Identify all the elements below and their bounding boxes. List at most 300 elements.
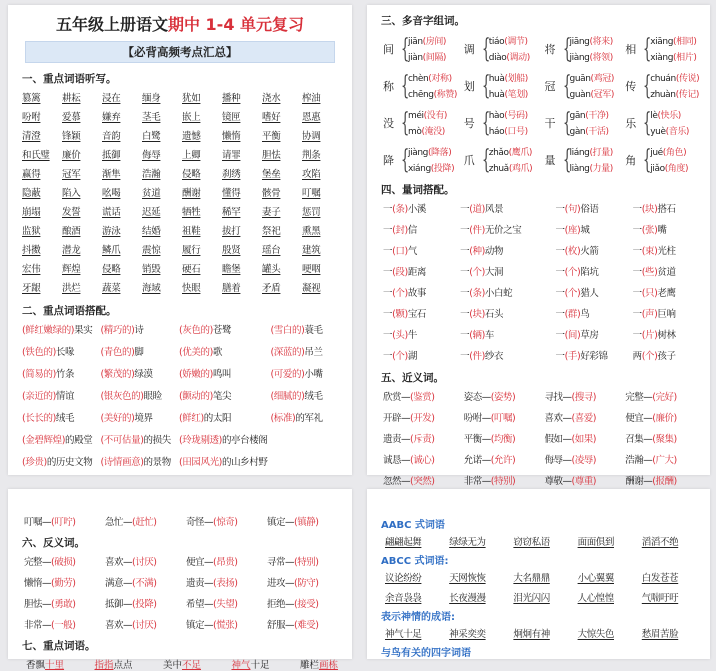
vocab-word: 瑶台 [262, 245, 281, 256]
key-word-item [300, 657, 338, 671]
polyphone-reading [650, 161, 688, 174]
polyphone-item [625, 143, 706, 176]
antonym-item-word: 胆怯— [24, 599, 52, 610]
polyphone-char: 爪 [463, 153, 475, 167]
quantifier-word: (些) [641, 267, 658, 278]
vocab-word: 膳着 [222, 283, 241, 294]
quantifier-noun: 距离 [407, 267, 427, 278]
antonym-item [186, 596, 267, 610]
synonym-item [464, 452, 545, 466]
pair-noun: 绒毛 [304, 391, 323, 402]
quantifier-noun: 树林 [657, 330, 676, 341]
polyphone-readings [489, 108, 528, 137]
idiom-word: 余音袅袅 [385, 593, 422, 604]
aabc-heading: AABC 式词语 [381, 520, 445, 531]
antonym-item [105, 554, 186, 568]
quantifier-noun: 车 [484, 330, 495, 341]
polyphone-item [625, 106, 706, 139]
polyphone-reading [570, 124, 609, 137]
quantifier-prefix: 一 [555, 246, 565, 257]
antonym-item [105, 596, 186, 610]
quantifier-prefix: 两 [632, 351, 642, 362]
pair-item [271, 322, 347, 336]
vocab-word: 犹如 [182, 93, 201, 104]
polyphone-item [464, 69, 545, 102]
synonym-item-word: 平衡— [463, 434, 491, 445]
vocab-word: 冠军 [62, 169, 81, 180]
pair-noun: 鸣叫 [212, 369, 232, 380]
vocab-word: 祖鞋 [182, 226, 201, 237]
key-word-red: 指指 [94, 660, 114, 671]
pinyin: gān [569, 111, 586, 121]
pair-modifier: (珍贵) [22, 457, 47, 468]
synonym-item [625, 452, 706, 466]
pair-item [271, 454, 347, 468]
polyphone-char: 量 [544, 153, 556, 167]
antonym-item-word: 喜欢— [105, 557, 133, 568]
idiom-word: 神气十足 [385, 629, 422, 640]
quantifier-noun: 无价之宝 [484, 225, 522, 236]
section-heading-synonym: 五、近义词。 [381, 372, 444, 384]
quantifier-item [633, 222, 706, 236]
pair-modifier: (雪白的) [270, 325, 305, 336]
antonym-item [24, 596, 105, 610]
key-word-part: 香飘 [26, 660, 46, 671]
pair-item [100, 454, 175, 468]
vocab-word: 侵略 [102, 264, 121, 275]
polyphone-char: 调 [463, 42, 475, 56]
quantifier-grid [383, 201, 706, 362]
antonym-item [24, 554, 105, 568]
pair-modifier: (银灰色的) [100, 391, 144, 402]
quantifier-prefix: 一 [460, 288, 470, 299]
vocab-word: 快眼 [182, 283, 201, 294]
pair-modifier: (鲜红) [178, 413, 204, 424]
synonym-item [545, 431, 626, 445]
polyphone-reading [489, 87, 528, 100]
synonym-item-word: 浩瀚— [625, 455, 653, 466]
quantifier-prefix: 一 [383, 204, 393, 215]
vocab-word: 嗜好 [262, 112, 281, 123]
polyphone-item [383, 32, 464, 65]
antonym-item [267, 596, 348, 610]
quantifier-prefix: 一 [555, 288, 565, 299]
example-word: (相片) [673, 53, 697, 63]
pair-noun: 的军礼 [295, 413, 323, 424]
polyphone-reading [489, 34, 530, 47]
pair-item [100, 322, 175, 336]
pinyin: jiàng [569, 53, 590, 63]
quantifier-item [556, 222, 633, 236]
synonym-item-word: 镇定— [267, 517, 295, 528]
quantifier-noun: 小白蛇 [484, 288, 513, 299]
quantifier-prefix: 一 [383, 267, 393, 278]
pair-item [179, 432, 268, 446]
vocab-word: 监狱 [22, 226, 41, 237]
pair-item [100, 410, 175, 424]
pair-noun: 竹条 [55, 369, 75, 380]
vocab-word: 吩咐 [22, 112, 41, 123]
example-word: (将来) [589, 37, 613, 47]
quantifier-prefix: 一 [632, 246, 642, 257]
expression-idiom-heading: 表示神情的成语: [381, 612, 455, 623]
polyphone-reading [650, 108, 689, 121]
polyphone-reading [489, 108, 528, 121]
polyphone-item [383, 106, 464, 139]
quantifier-item [383, 222, 460, 236]
vocab-word: 侮辱 [142, 150, 161, 161]
pair-modifier: (鲜红嫩绿的) [22, 325, 75, 336]
polyphone-reading [570, 34, 613, 47]
key-word-part: 十足 [250, 660, 270, 671]
vocab-word: 攻陷 [302, 169, 321, 180]
example-word: (角度) [664, 164, 689, 174]
antonym-item-word: 寻常— [267, 557, 295, 568]
vocab-word: 履行 [182, 245, 201, 256]
idiom-word: 窃窃私语 [513, 537, 550, 548]
quantifier-item [633, 243, 706, 257]
brace-glyph: { [643, 33, 652, 64]
polyphone-readings [570, 34, 613, 63]
pair-noun: 绿漠 [134, 369, 153, 380]
example-word: (没有) [423, 111, 448, 121]
quantifier-noun: 火箭 [580, 246, 599, 257]
pair-item [100, 344, 175, 358]
pinyin: háo [488, 127, 505, 137]
vocab-word: 拔打 [222, 226, 241, 237]
vocab-word: 赢得 [22, 169, 41, 180]
vocab-word: 胆怯 [262, 150, 281, 161]
synonym-item-answer: (诚心) [410, 455, 435, 466]
vocab-word: 崩塌 [22, 207, 41, 218]
key-word-part: 雕栏 [299, 660, 319, 671]
quantifier-noun: 气 [407, 246, 417, 257]
pairs-grid [22, 322, 346, 468]
polyphone-item [545, 106, 626, 139]
vocab-word: 缅身 [142, 93, 161, 104]
polyphone-char: 角 [625, 153, 637, 167]
key-word-part: 美中 [162, 660, 182, 671]
polyphone-char: 冠 [544, 79, 556, 93]
quantifier-prefix: 一 [632, 204, 642, 215]
quantifier-prefix: 一 [383, 225, 393, 236]
quantifier-word: (张) [641, 225, 658, 236]
polyphone-char: 间 [383, 42, 394, 56]
vocab-word: 耕耘 [62, 93, 81, 104]
quantifier-noun: 孩子 [657, 351, 676, 362]
quantifier-noun: 草房 [580, 330, 599, 341]
quantifier-noun: 嘴 [657, 225, 667, 236]
pair-item [179, 410, 268, 424]
polyphone-readings [408, 34, 446, 63]
pinyin: jiāng [569, 37, 590, 47]
synonym-item [186, 514, 267, 528]
quantifier-item [633, 264, 706, 278]
quantifier-noun: 好彩锦 [580, 351, 608, 362]
pair-noun: 的殿堂 [65, 435, 93, 446]
quantifier-word: (个) [641, 351, 658, 362]
synonym-item-word: 允诺— [463, 455, 491, 466]
synonym-item-answer: (赶忙) [132, 517, 157, 528]
vocab-word: 渐隼 [102, 169, 121, 180]
brace-glyph: { [481, 107, 491, 138]
synonym-item-answer: (凌辱) [571, 455, 596, 466]
synonym-item-word: 急忙— [105, 517, 133, 528]
pinyin: yuè [650, 127, 666, 137]
vocab-word: 篡篱 [22, 93, 41, 104]
antonym-item [186, 575, 267, 589]
pinyin: chuán [650, 74, 676, 84]
polyphone-reading [489, 71, 528, 84]
quantifier-prefix: 一 [555, 204, 565, 215]
synonym-item [464, 473, 545, 487]
synonym-item-word: 姿态— [463, 392, 491, 403]
pair-noun: 吊兰 [304, 347, 323, 358]
pinyin: gàn [569, 127, 586, 137]
example-word: (音乐) [665, 127, 690, 137]
pair-item [271, 432, 347, 446]
polyphone-reading [408, 34, 446, 47]
vocab-word: 茎毛 [142, 112, 161, 123]
vocab-word: 抖擞 [22, 245, 41, 256]
key-word-part: 点点 [113, 660, 133, 671]
quantifier-item [383, 201, 460, 215]
quantifier-prefix: 一 [460, 246, 470, 257]
pair-modifier: (标准) [270, 413, 296, 424]
quantifier-noun: 鸟 [580, 309, 590, 320]
antonym-item-answer: (投降) [132, 599, 157, 610]
quantifier-item [383, 264, 460, 278]
quantifier-item [633, 327, 706, 341]
quantifier-item [556, 201, 633, 215]
pinyin: méi [408, 111, 424, 121]
polyphone-readings [570, 71, 614, 100]
quantifier-item [633, 306, 706, 320]
idiom-word: 大名鼎鼎 [513, 573, 550, 584]
synonym-item [383, 431, 464, 445]
quantifier-word: (个) [564, 288, 581, 299]
key-word-item [231, 657, 269, 671]
polyphone-char: 将 [544, 42, 556, 56]
pinyin: lè [650, 111, 658, 121]
vocab-word: 清澄 [22, 131, 41, 142]
quantifier-noun: 俗语 [580, 204, 599, 215]
pair-noun: 脚 [134, 347, 144, 358]
quantifier-item [460, 243, 555, 257]
synonym-item [383, 473, 464, 487]
quantifier-prefix: 一 [383, 309, 393, 320]
pair-noun: 的历史文物 [46, 457, 93, 468]
pair-item [179, 322, 268, 336]
quantifier-prefix: 一 [460, 267, 470, 278]
section-heading-key-words: 七、重点词语。 [22, 640, 96, 652]
page-card-3 [8, 489, 352, 671]
polyphone-reading [408, 71, 457, 84]
synonym-item-word: 忽然— [383, 476, 411, 487]
quantifier-word: (只) [641, 288, 658, 299]
pair-item [100, 388, 175, 402]
polyphone-readings [489, 34, 530, 63]
antonym-item-word: 满意— [105, 578, 133, 589]
antonym-item-answer: (慌张) [213, 620, 238, 631]
quantifier-item [383, 348, 460, 362]
polyphone-reading [570, 145, 613, 158]
polyphone-reading [408, 50, 446, 63]
polyphone-item [383, 143, 464, 176]
page-card-2 [367, 5, 710, 487]
pair-modifier: (繁茂的) [100, 369, 135, 380]
example-word: (鸡冠) [590, 74, 614, 84]
quantifier-item [556, 285, 633, 299]
polyphone-readings [489, 71, 528, 100]
page-card-4 [367, 489, 710, 659]
antonym-item [186, 617, 267, 631]
vocab-word: 浩瀚 [142, 169, 161, 180]
quantifier-noun: 故事 [407, 288, 427, 299]
pair-item [100, 432, 175, 446]
brace-glyph: { [643, 144, 652, 175]
pinyin: hào [488, 111, 505, 121]
synonym-item-word: 吩咐— [463, 413, 491, 424]
example-word: (鸡爪) [508, 164, 533, 174]
section-heading-pairs: 二、重点词语搭配。 [22, 305, 117, 317]
vocab-word: 海域 [142, 283, 161, 294]
quantifier-item [383, 243, 460, 257]
vocab-word: 刹绣 [222, 169, 241, 180]
quantifier-item [460, 264, 555, 278]
polyphone-item [625, 32, 706, 65]
vocab-word: 陷入 [62, 188, 81, 199]
pinyin: mò [408, 127, 422, 137]
antonym-item [267, 554, 348, 568]
polyphone-char: 号 [463, 116, 475, 130]
synonym-item [625, 431, 706, 445]
antonym-item-word: 非常— [24, 620, 52, 631]
brace-glyph: { [401, 33, 410, 64]
synonym-item [267, 514, 348, 528]
quantifier-word: (个) [392, 351, 408, 362]
synonym-item [625, 473, 706, 487]
quantifier-word: (件) [469, 225, 485, 236]
quantifier-word: (道) [469, 204, 485, 215]
pinyin: huà [488, 90, 505, 100]
vocab-word: 酿酒 [62, 226, 81, 237]
polyphone-char: 划 [463, 79, 475, 93]
idiom-word: 翩翩起舞 [385, 537, 422, 548]
synonym-item [105, 514, 186, 528]
pinyin: zhuǎ [488, 164, 509, 174]
polyphone-reading [570, 161, 613, 174]
quantifier-word: (个) [564, 267, 581, 278]
polyphone-readings [650, 34, 696, 63]
quantifier-word: (手) [564, 351, 581, 362]
polyphone-char: 相 [625, 42, 637, 56]
pair-item [179, 366, 268, 380]
vocab-word: 硬石 [182, 264, 201, 275]
key-word-item [94, 657, 132, 671]
pinyin: jiān [408, 37, 423, 47]
antonym-item [24, 617, 105, 631]
synonym-item [545, 410, 626, 424]
polyphone-reading [408, 124, 447, 137]
vocab-word: 恩惠 [302, 112, 321, 123]
quantifier-word: (枚) [564, 246, 581, 257]
quantifier-noun: 老鹰 [657, 288, 676, 299]
synonym-item-answer: (聚集) [652, 434, 677, 445]
pinyin: chèn [408, 74, 429, 84]
quantifier-prefix: 一 [632, 309, 642, 320]
synonym-item [464, 431, 545, 445]
synonym-item [545, 452, 626, 466]
quantifier-item [460, 348, 555, 362]
quantifier-prefix: 一 [555, 225, 565, 236]
synonym-item-answer: (斥责) [410, 434, 435, 445]
antonym-item-word: 抵御— [105, 599, 133, 610]
pinyin: xiáng [408, 164, 431, 174]
example-word: (力量) [589, 164, 613, 174]
synonym-item-answer: (允许) [490, 455, 516, 466]
vocab-word: 凝视 [302, 283, 321, 294]
antonym-item-word: 希望— [186, 599, 214, 610]
pair-noun: 的太阳 [203, 413, 232, 424]
section-heading-antonym: 六、反义词。 [22, 537, 85, 549]
antonym-item-answer: (难受) [294, 620, 319, 631]
vocab-word: 锋颖 [62, 131, 81, 142]
brace-glyph: { [481, 70, 491, 101]
synonym-item-word: 诚恳— [383, 455, 411, 466]
example-word: (投降) [430, 164, 455, 174]
example-word: (干活) [585, 127, 609, 137]
quantifier-noun: 牛 [407, 330, 417, 341]
pinyin: guàn [569, 90, 591, 100]
quantifier-noun: 石头 [484, 309, 504, 320]
synonym-item [383, 389, 464, 403]
quantifier-item [556, 306, 633, 320]
quantifier-item [556, 264, 633, 278]
vocab-word: 建筑 [302, 245, 321, 256]
quantifier-word: (块) [469, 309, 485, 320]
pair-item [22, 410, 97, 424]
synonym-item-word: 召集— [625, 434, 653, 445]
pair-noun: 诗 [134, 325, 144, 336]
vocab-word: 嫌弃 [102, 112, 121, 123]
quantifier-noun: 猎人 [580, 288, 599, 299]
pinyin: jiàng [408, 148, 428, 158]
idiom-word: 议论纷纷 [385, 573, 422, 584]
vocab-word: 贫道 [142, 188, 161, 199]
synonym-item-answer: (突然) [410, 476, 435, 487]
synonym-item-word: 奇怪— [186, 517, 214, 528]
antonym-item-answer: (讨厌) [132, 620, 157, 631]
synonym-item-answer: (开发) [410, 413, 435, 424]
pair-modifier: (田园风光) [178, 457, 222, 468]
vocab-word: 爱慕 [62, 112, 81, 123]
quantifier-noun: 巨响 [657, 309, 676, 320]
example-word: (鹰爪) [508, 148, 533, 158]
quantifier-word: (口) [392, 246, 408, 257]
quantifier-item [556, 243, 633, 257]
synonym-item-word: 非常— [463, 476, 491, 487]
pair-modifier: (简易的) [22, 369, 56, 380]
synonym-item-word: 尊敬— [544, 476, 572, 487]
pinyin: liáng [569, 148, 590, 158]
antonym-item-answer: (一般) [51, 620, 76, 631]
quantifier-noun: 光柱 [657, 246, 676, 257]
quantifier-word: (件) [469, 351, 485, 362]
vocab-word: 遗憾 [182, 131, 201, 142]
pair-item [179, 454, 268, 468]
synonym-item-word: 寻找— [544, 392, 572, 403]
